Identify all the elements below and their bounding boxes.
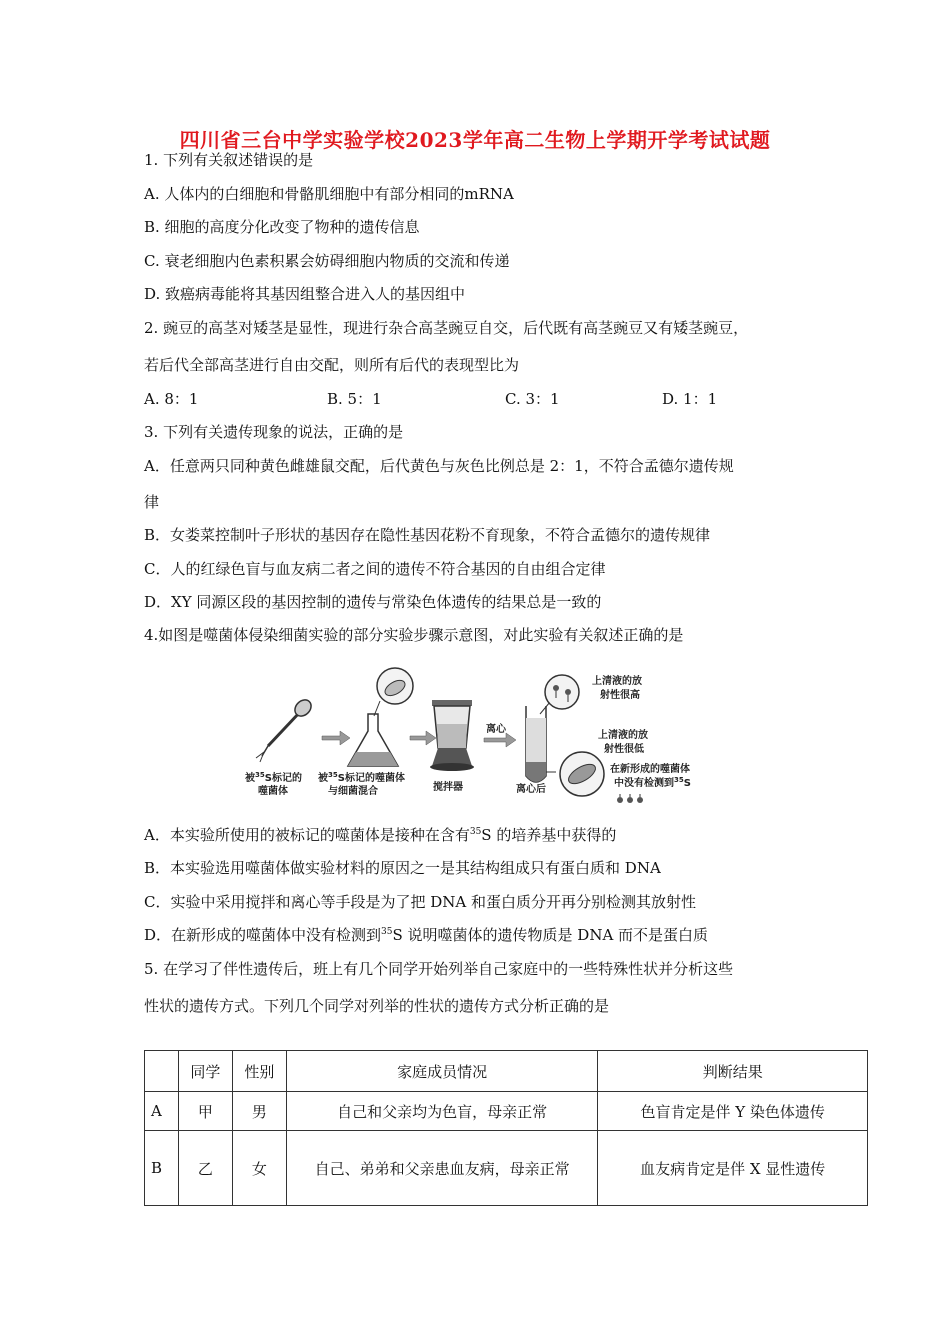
q4-option-c: C．实验中采用搅拌和离心等手段是为了把 DNA 和蛋白质分开再分别检测其放射性 (144, 893, 697, 911)
table-cell: 男 (232, 1092, 286, 1131)
q3-option-d: D．XY 同源区段的基因控制的遗传与常染色体遗传的结果总是一致的 (144, 593, 602, 611)
q3-option-a-line1: A．任意两只同种黄色雌雄鼠交配，后代黄色与灰色比例总是 2：1，不符合孟德尔遗传规 (144, 457, 734, 475)
q3-option-c: C．人的红绿色盲与血友病二者之间的遗传不符合基因的自由组合定律 (144, 560, 606, 578)
q3-option-a-line2: 律 (144, 493, 160, 511)
table-header-cell: 同学 (178, 1051, 232, 1092)
table-cell: B (145, 1131, 179, 1206)
fig-label2-pre: 被 (318, 773, 328, 784)
fig-label1b: 噬菌体 (258, 786, 288, 797)
table-cell: 血友病肯定是伴 X 显性遗传 (598, 1131, 868, 1206)
q2-stem-line2: 若后代全部高茎进行自由交配，则所有后代的表现型比为 (144, 356, 520, 374)
table-cell: 自己、弟弟和父亲患血友病，母亲正常 (286, 1131, 598, 1206)
svg-text:被35S标记的 (245, 771, 302, 784)
q4-stem: 4.如图是噬菌体侵染细菌实验的部分实验步骤示意图，对此实验有关叙述正确的是 (144, 626, 684, 644)
fig-note3a: 在新形成的噬菌体 (610, 764, 690, 775)
fig-label1-post: S标记的 (264, 773, 302, 784)
q5-stem-line1: 5. 在学习了伴性遗传后，班上有几个同学开始列举自己家庭中的一些特殊性状并分析这些 (144, 960, 734, 978)
table-cell: 甲 (178, 1092, 232, 1131)
q4-option-b: B．本实验选用噬菌体做实验材料的原因之一是其结构组成只有蛋白质和 DNA (144, 859, 661, 877)
fig-label5: 离心后 (516, 784, 546, 795)
labeled-phage-icon (256, 697, 314, 762)
fig-note2a: 上清液的放 (598, 730, 648, 741)
table-cell: 女 (232, 1131, 286, 1206)
table-cell: 自己和父亲均为色盲，母亲正常 (286, 1092, 598, 1131)
table-cell: 乙 (178, 1131, 232, 1206)
fig-label2b: 与细菌混合 (328, 786, 378, 797)
flask-icon (348, 668, 413, 766)
fig-note3b-sup: 35 (674, 776, 684, 784)
arrow-icon (410, 731, 436, 745)
table-header-row (145, 1051, 868, 1092)
q4-option-d: D．在新形成的噬菌体中没有检测到$^{35}$S 说明噬菌体的遗传物质是 DNA 而不是蛋白质 (144, 926, 709, 944)
arrow-icon (484, 733, 516, 747)
phage-experiment-figure (240, 666, 720, 806)
q1-option-c: C. 衰老细胞内色素积累会妨碍细胞内物质的交流和传递 (144, 252, 510, 270)
fig-note1b: 射性很高 (600, 690, 640, 701)
table-row (145, 1092, 868, 1131)
fig-label4: 离心 (486, 724, 506, 735)
table-header-cell (145, 1051, 179, 1092)
table-header-cell: 判断结果 (598, 1051, 868, 1092)
fig-note1a: 上清液的放 (592, 676, 642, 687)
q2-option-c: C. 3：1 (505, 390, 560, 408)
svg-text:中没有检测到35S (614, 776, 691, 789)
q2-option-a: A. 8：1 (144, 390, 199, 408)
table-cell: 色盲肯定是伴 Y 染色体遗传 (598, 1092, 868, 1131)
page-title: 四川省三台中学实验学校2023学年高二生物上学期开学考试试题 (179, 128, 771, 152)
q2-option-d: D. 1：1 (662, 390, 718, 408)
q5-stem-line2: 性状的遗传方式。下列几个同学对列举的性状的遗传方式分析正确的是 (144, 997, 610, 1015)
q2-stem-line1: 2. 豌豆的高茎对矮茎是显性，现进行杂合高茎豌豆自交，后代既有高茎豌豆又有矮茎豌豆， (144, 319, 749, 337)
q1-option-b: B. 细胞的高度分化改变了物种的遗传信息 (144, 218, 420, 236)
q1-option-d: D. 致癌病毒能将其基因组整合进入人的基因组中 (144, 285, 466, 303)
fig-note3b-pre: 中没有检测到 (614, 778, 674, 789)
fig-label3: 搅拌器 (433, 782, 463, 793)
fig-label1-sup: 35 (255, 771, 265, 779)
q1-option-a: A. 人体内的白细胞和骨骼肌细胞中有部分相同的mRNA (144, 185, 514, 203)
table-row (145, 1131, 868, 1206)
svg-text:被35S标记的噬菌体 (318, 771, 405, 784)
q3-option-b: B．女娄菜控制叶子形状的基因存在隐性基因花粉不育现象，不符合孟德尔的遗传规律 (144, 526, 711, 544)
centrifuge-tube-icon (526, 706, 546, 782)
fig-note3b-post: S (683, 778, 691, 789)
q4-option-a: A．本实验所使用的被标记的噬菌体是接种在含有$^{35}$S 的培养基中获得的 (144, 826, 617, 844)
q2-option-b: B. 5：1 (327, 390, 382, 408)
table-header-cell: 性别 (232, 1051, 286, 1092)
q5-table (144, 1050, 868, 1206)
fig-label2-sup: 35 (328, 771, 338, 779)
fig-label1-pre: 被 (245, 773, 255, 784)
table-header-cell: 家庭成员情况 (286, 1051, 598, 1092)
fig-label2-post: S标记的噬菌体 (337, 773, 405, 784)
blender-icon (430, 700, 474, 771)
q3-stem: 3. 下列有关遗传现象的说法，正确的是 (144, 423, 404, 441)
fig-note2b: 射性很低 (604, 744, 644, 755)
arrow-icon (322, 731, 350, 745)
q1-stem: 1. 下列有关叙述错误的是 (144, 151, 314, 169)
table-cell: A (145, 1092, 179, 1131)
